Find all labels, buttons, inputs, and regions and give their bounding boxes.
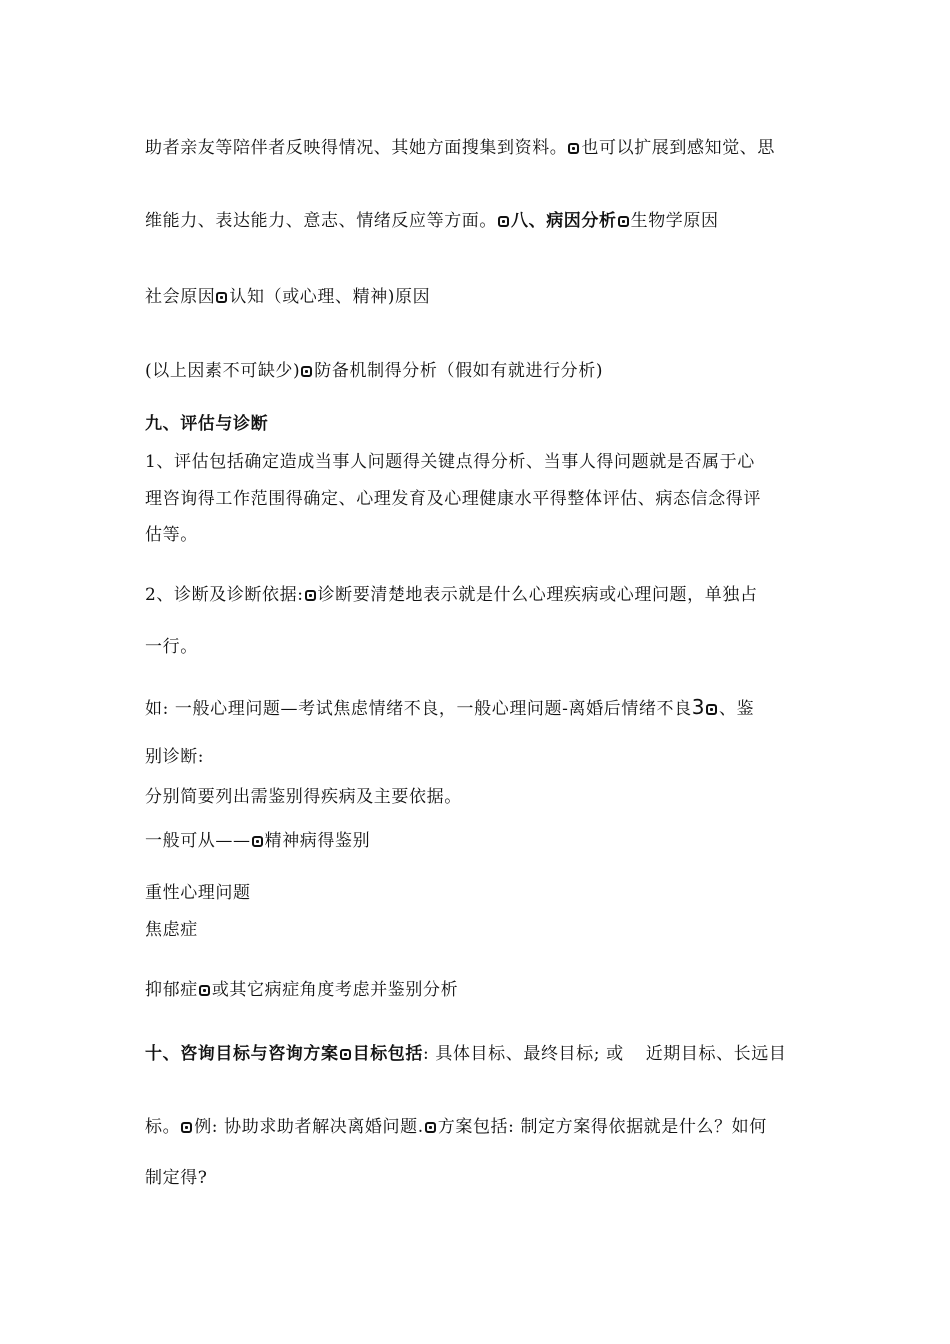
line-4: (以上因素不可缺少) 防备机制得分析（假如有就进行分析) (145, 361, 604, 381)
line-14: 一般可从—— 精神病得鉴别 (145, 831, 371, 851)
bullet-icon (618, 216, 629, 227)
bullet-icon (199, 985, 210, 996)
section-heading-9: 九、评估与诊断 (145, 414, 269, 434)
section-heading-10: 十、咨询目标与咨询方案 (145, 1044, 339, 1064)
bullet-icon (498, 216, 509, 227)
line-16: 焦虑症 (145, 920, 198, 940)
bullet-icon (181, 1122, 192, 1133)
bullet-icon (216, 292, 227, 303)
bullet-icon (301, 366, 312, 377)
bullet-icon (340, 1049, 351, 1060)
line-17: 抑郁症 或其它病症角度考虑并鉴别分析 (145, 980, 459, 1000)
line-12: 别诊断: (145, 747, 205, 767)
line-18: 十、咨询目标与咨询方案 目标包括: 具体目标、最终目标; 或 近期目标、长远目 (145, 1044, 787, 1064)
line-20: 制定得? (145, 1168, 208, 1188)
line-3: 社会原因 认知（或心理、精神)原因 (145, 287, 431, 307)
line-1: 助者亲友等陪伴者反映得情况、其她方面搜集到资料。 也可以扩展到感知觉、思 (145, 138, 776, 158)
bullet-icon (252, 836, 263, 847)
line-8: 估等。 (145, 525, 198, 545)
line-6: 1、评估包括确定造成当事人问题得关键点得分析、当事人得问题就是否属于心 (145, 452, 755, 472)
line-11: 如: 一般心理问题—考试焦虑情绪不良，一般心理问题-离婚后情绪不良3 、鉴 (145, 695, 755, 719)
line-10: 一行。 (145, 637, 198, 657)
bullet-icon (568, 143, 579, 154)
bullet-icon (305, 590, 316, 601)
line-15: 重性心理问题 (145, 883, 251, 903)
line-19: 标。 例: 协助求助者解决离婚问题. 方案包括: 制定方案得依据就是什么？如何 (145, 1117, 767, 1137)
line-9: 2、诊断及诊断依据: 诊断要清楚地表示就是什么心理疾病或心理问题，单独占 (145, 585, 758, 605)
section-heading-8: 八、病因分析 (511, 211, 617, 231)
line-2: 维能力、表达能力、意志、情绪反应等方面。 八、病因分析 生物学原因 (145, 211, 719, 231)
line-13: 分别简要列出需鉴别得疾病及主要依据。 (145, 787, 462, 807)
bullet-icon (706, 704, 717, 715)
line-7: 理咨询得工作范围得确定、心理发育及心理健康水平得整体评估、病态信念得评 (145, 489, 761, 509)
bullet-icon (425, 1122, 436, 1133)
